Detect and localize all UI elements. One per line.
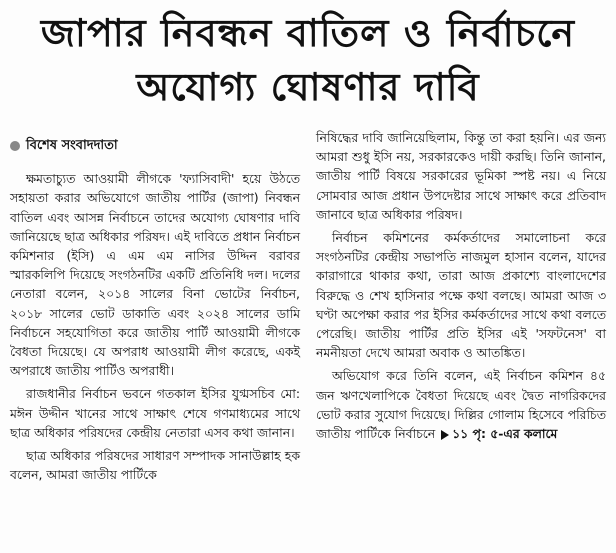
article-body (10, 128, 606, 548)
byline (10, 136, 300, 155)
paragraph: ছাত্র অধিকার পরিষদের সাধারণ সম্পাদক সানাউল্লাহ হক বলেন, আমরা জাতীয় পার্টিকে (10, 448, 300, 483)
continuation-arrow-icon (441, 430, 449, 440)
continuation-note: ১১ পৃ: ৫-এর কলামে (452, 426, 558, 442)
paragraph-text: অভিযোগ করে তিনি বলেন, এই নির্বাচন কমিশন ৪৫ জন ঋণখেলাপিকে বৈধতা দিয়েছে এবং দ্বৈত নাগরিকদের ভোট করার সুযোগ দিয়েছে। দিল্লির গোলাম হিসেবে পরিচিত জাতীয় পার্টিকে নির্বাচনে (316, 368, 606, 442)
paragraph (316, 366, 606, 443)
headline-line-2: অযোগ্য ঘোষণার দাবি (136, 65, 480, 109)
bullet-icon (10, 141, 20, 151)
headline (0, 6, 616, 114)
left-column (10, 128, 300, 488)
paragraph: নিষিদ্ধের দাবি জানিয়েছিলাম, কিন্তু তা করা হয়নি। এর জন্য আমরা শুধু ইসি নয়, সরকারকেও দায়ী করছি। তিনি জানান, জাতীয় পার্টি বিষয়ে সরকারের ভূমিকা স্পষ্ট নয়। এ নিয়ে সোমবার আজ প্রধান উপদেষ্টার সাথে সাক্ষাৎ করে প্রতিবাদ জানাবে ছাত্র অধিকার পরিষদ। (316, 130, 606, 222)
headline-line-1: জাপার নিবন্ধন বাতিল ও নির্বাচনে (40, 11, 576, 55)
paragraph: ক্ষমতাচ্যুত আওয়ামী লীগকে 'ফ্যাসিবাদী' হয়ে উঠতে সহায়তা করার অভিযোগে জাতীয় পার্টির (জাপা) নিবন্ধন বাতিল এবং আসন্ন নির্বাচনে তাদের অযোগ্য ঘোষণার দাবি জানিয়েছে ছাত্র অধিকার পরিষদ। এই দাবিতে প্রধান নির্বাচন কমিশনার (ইসি) এ এম এম নাসির উদ্দিন বরাবর স্মারকলিপি দিয়েছে সংগঠনটির একটি প্রতিনিধি দল। দলের নেতারা বলেন, ২০১৪ সালের বিনা ভোটের নির্বাচন, ২০১৮ সালের ভোট ডাকাতি এবং ২০২৪ সালের ডামি নির্বাচনে সহযোগিতা করে জাতীয় পার্টি আওয়ামী লীগকে বৈধতা দিয়েছে। যে অপরাধ আওয়ামী লীগ করেছে, একই অপরাধে জাতীয় পার্টিও অপরাধী। (10, 171, 300, 379)
byline-text: বিশেষ সংবাদদাতা (26, 138, 118, 153)
paragraph: রাজধানীর নির্বাচন ভবনে গতকাল ইসির যুগ্মসচিব মো: মঈন উদ্দীন খানের সাথে সাক্ষাৎ শেষে গণমাধ্যমের সাথে ছাত্র অধিকার পরিষদের কেন্দ্রীয় নেতারা এসব কথা জানান। (10, 386, 300, 440)
paragraph: নির্বাচন কমিশনের কর্মকর্তাদের সমালোচনা করে সংগঠনটির কেন্দ্রীয় সভাপতি নাজমুল হাসান বলেন, যাদের কারাগারে থাকার কথা, তারা আজ প্রকাশ্যে বাংলাদেশের বিরুদ্ধে ও শেখ হাসিনার পক্ষে কথা বলছে। আমরা আজ ৩ ঘণ্টা অপেক্ষা করার পর ইসির কর্মকর্তাদের সাথে কথা বলতে পেরেছি। জাতীয় পার্টির প্রতি ইসির এই 'সফটনেস' বা নমনীয়তা দেখে আমরা অবাক ও আতঙ্কিত। (316, 230, 606, 361)
right-column (316, 128, 606, 447)
